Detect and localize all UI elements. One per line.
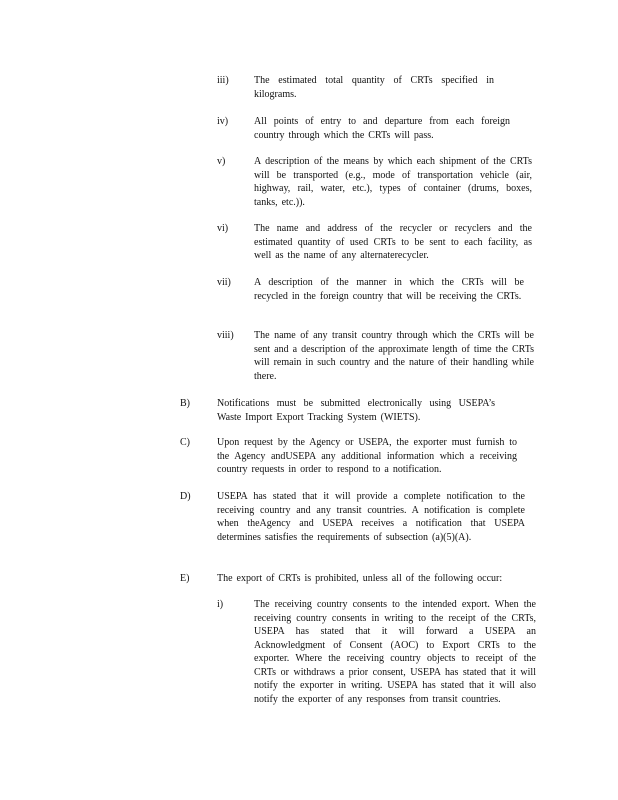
sub-item-label: i) (217, 599, 224, 610)
item-label: D) (180, 491, 191, 502)
sub-item-label: viii) (217, 330, 234, 341)
item-text: USEPA has stated that it will provide a complete notification to the receiving country and any transit countries. A notification is complete when theAgency and USEPA receives a notification that USEPA determines satisfies the requirements of subsection (a)(5)(A). (217, 491, 525, 543)
sub-item-text: The receiving country consents to the intended export. When the receiving country consents in writing to the receipt of the CRTs, USEPA has stated that it will forward a USEPA an Acknowledgment of Consent (AOC) to Export CRTs to the exporter. Where the receiving country objects to receipt of the CRTs or withdraws a prior consent, USEPA has stated that it will notify the exporter in writing. USEPA has stated that it will also notify the exporter of any responses from transit countries. (254, 599, 536, 705)
sub-item-text: All points of entry to and departure from each foreign country through which the CRTs will pass. (254, 116, 510, 141)
item-label: B) (180, 398, 190, 409)
item-label: C) (180, 437, 190, 448)
sub-item-label: iv) (217, 116, 229, 127)
item-text: Notifications must be submitted electronically using USEPA’s Waste Import Export Tracking System (WIETS). (217, 398, 495, 423)
sub-item-text: A description of the manner in which the CRTs will be recycled in the foreign country that will be receiving the CRTs. (254, 277, 524, 302)
sub-item-label: vi) (217, 223, 229, 234)
sub-item-text: The name of any transit country through which the CRTs will be sent and a description of the approximate length of time the CRTs will remain in such country and the nature of their handling while there. (254, 330, 534, 382)
item-text: The export of CRTs is prohibited, unless all of the following occur: (217, 573, 503, 584)
sub-item-label: v) (217, 156, 226, 167)
sub-item-text: A description of the means by which each shipment of the CRTs will be transported (e.g., mode of transportation vehicle (air, highway, rail, water, etc.), types of container (drums, boxes, tanks, etc.)). (254, 156, 532, 208)
sub-item-label: vii) (217, 277, 231, 288)
item-text: Upon request by the Agency or USEPA, the exporter must furnish to the Agency andUSEPA any additional information which a receiving country requests in order to respond to a notification. (217, 437, 517, 475)
item-label: E) (180, 573, 190, 584)
sub-item-text: The name and address of the recycler or recyclers and the estimated quantity of used CRTs to be sent to each facility, as well as the name of any alternaterecycler. (254, 223, 532, 261)
sub-item-label: iii) (217, 75, 229, 86)
sub-item-text: The estimated total quantity of CRTs specified in kilograms. (254, 75, 494, 100)
